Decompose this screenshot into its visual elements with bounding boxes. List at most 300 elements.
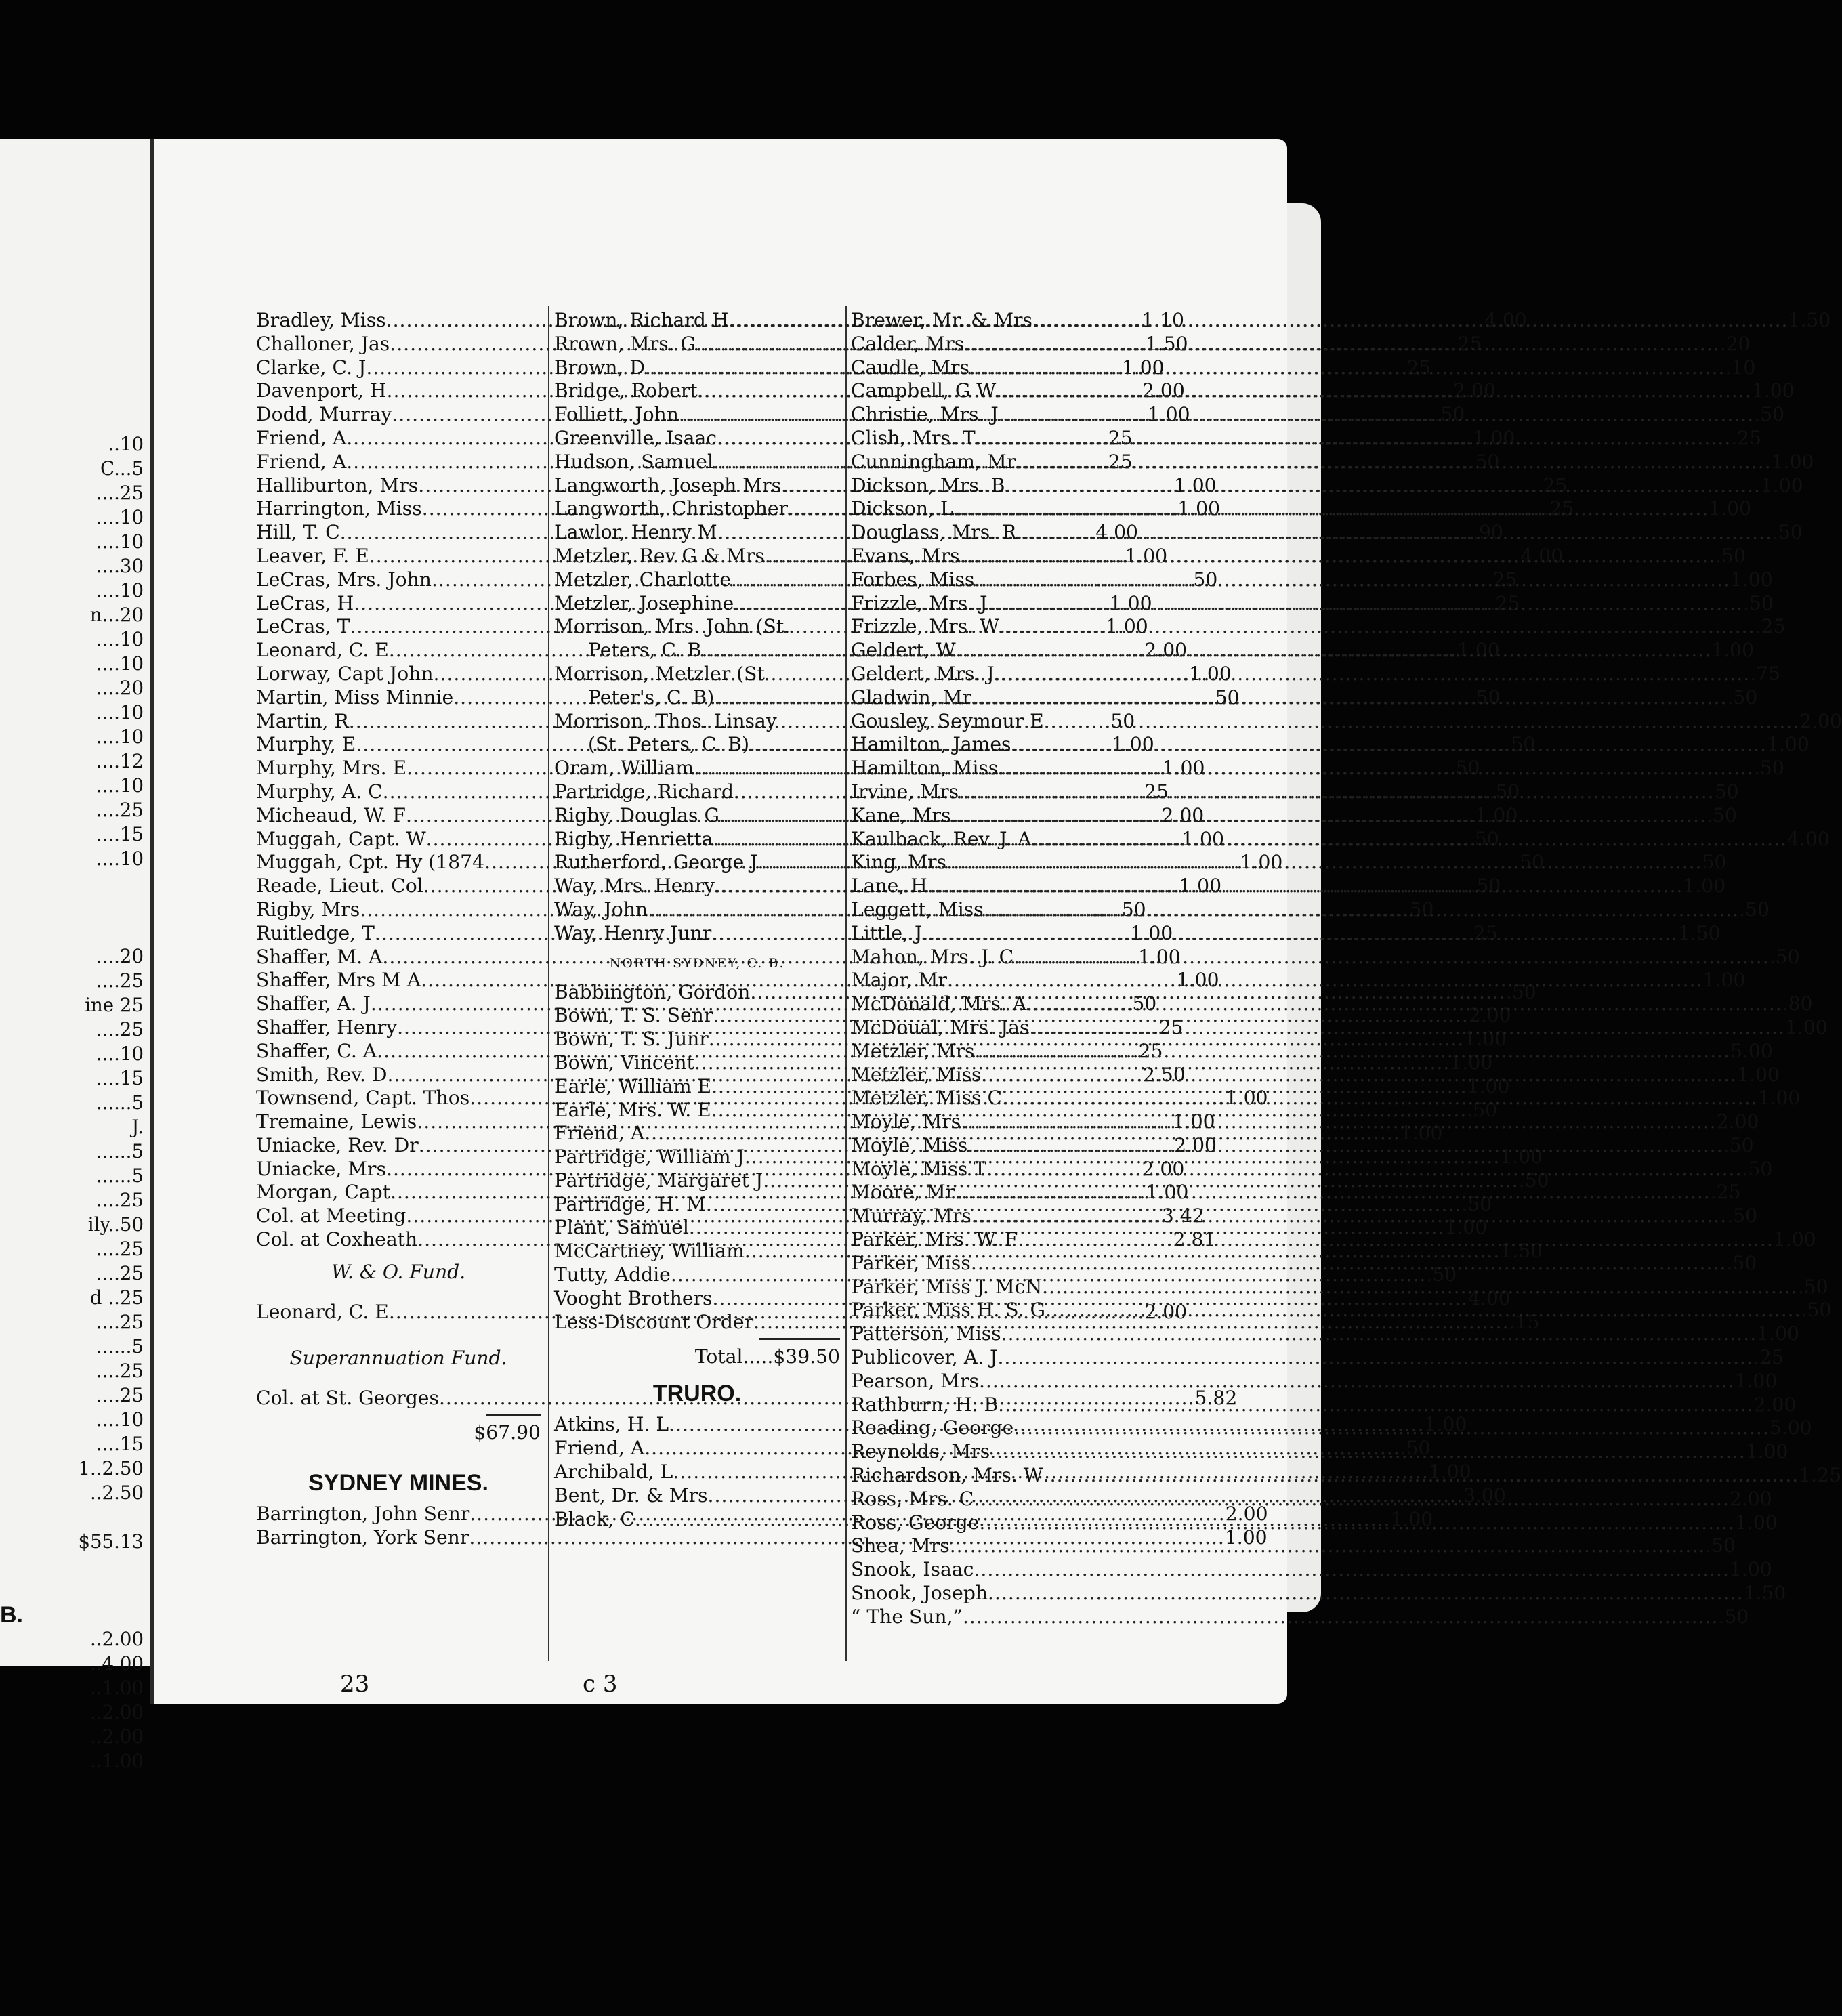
entry-name: Barrington, York Senr [256,1526,469,1549]
leader-dots [995,663,1751,686]
entry-amount: 1.00 [1172,1110,1215,1133]
entry-name: Halliburton, Mrs [256,474,419,497]
entry-name: Rathburn, H. B [851,1393,999,1416]
entry-name: Bent, Dr. & Mrs [554,1484,708,1507]
entry-name: Leonard, C. E [256,1300,389,1323]
entry-amount: .25 [1132,1039,1163,1062]
entry-amount: .50 [1742,591,1774,614]
leader-dots [997,1346,1753,1370]
leader-dots [1005,474,1761,498]
entry-amount: 1.00 [1784,1015,1828,1038]
entry-amount: 2.00 [1225,1503,1268,1526]
left-fragment-line: ..2.00 [90,1725,144,1748]
entry-amount: 1.00 [1125,544,1168,567]
entry-amount: .50 [1209,686,1240,709]
entry-amount: .50 [1739,898,1770,921]
entry-amount: 1.00 [1109,591,1152,614]
leader-dots [1011,733,1767,757]
entry-name: Lane, H [851,875,927,898]
entry-name: Ruitledge, T [256,921,375,944]
entry-amount: .75 [1750,662,1781,685]
entry-amount: 1.00 [1737,1063,1780,1086]
entry-amount: 1.00 [1730,568,1773,591]
entry-amount: 1.00 [1709,497,1752,520]
entry-name: Less-Discount Order [554,1310,754,1333]
entry-amount: 2.50 [1143,1063,1186,1086]
left-fragment-line: ..2.00 [90,1628,144,1650]
left-fragment-line: ily..50 [87,1213,144,1236]
entry-amount: 1.25 [1799,1464,1842,1487]
entry-amount: 1.00 [1773,1228,1816,1251]
spacer [256,1324,541,1338]
entry-amount: 1.00 [1179,875,1222,898]
left-page-fragment [0,139,150,1772]
entry-name: Reading, George [851,1416,1014,1440]
leader-dots [927,875,1683,898]
entry-amount: 1.00 [1771,450,1814,473]
col1-total: $67.90 [474,1421,541,1444]
entry-amount: 3.00 [1463,1484,1506,1507]
entry-name: Shaffer, Mrs M A [256,969,421,992]
entry-amount: 4.00 [1787,827,1830,850]
ledger-row [851,1369,1778,1393]
left-fragment-line: ....10 [96,506,144,528]
entry-amount: 1.00 [1177,497,1221,520]
entry-name: Muggah, Cpt. Hy (1874 [256,851,485,874]
entry-name: Douglass, Mrs. R [851,521,1017,544]
entry-name: Langworth, Christopher [554,497,789,520]
leader-dots [955,1181,1711,1204]
left-fragment-line: $55.13 [78,1530,144,1553]
left-fragment-line: ....10 [96,726,144,748]
entry-amount: .50 [1518,1169,1549,1192]
entry-name: McDonald, Mrs. A [851,992,1027,1015]
entry-name: Metzler, Miss [851,1063,982,1086]
entry-name: Parker, Mrs. W. F [851,1228,1018,1251]
entry-amount: 2.81 [1173,1228,1216,1251]
leader-dots [1018,1228,1774,1252]
entry-name: Murphy, E [256,733,356,756]
leader-dots [1042,1276,1798,1299]
leader-dots [969,356,1725,380]
entry-name: Black, C [554,1507,635,1530]
entry-name: Friend, A [554,1122,645,1145]
entry-name: Patterson, Miss [851,1322,1001,1345]
entry-amount: .50 [1403,898,1434,921]
entry-name: Davenport, H [256,379,387,402]
entry-amount: .25 [1710,1181,1741,1204]
entry-amount: 1.00 [1162,757,1205,780]
entry-name: Hudson, Samuel [554,450,713,473]
leader-dots [979,1511,1735,1535]
entry-name: Clish, Mrs. T [851,426,976,449]
entry-amount: 2.00 [1716,1110,1759,1133]
entry-amount: 1.00 [1424,1413,1467,1436]
entry-amount: .50 [1469,827,1499,850]
entry-amount: .25 [1486,568,1517,591]
entry-amount: 2.00 [1161,803,1205,826]
entry-name: Friend, A [554,1437,645,1460]
leader-dots [1029,1016,1785,1040]
leader-dots [974,1558,1730,1582]
entry-name: Geldert, Mrs. J [851,662,995,685]
entry-amount: 1.00 [1457,639,1500,662]
entry-amount: .50 [1706,803,1737,826]
entry-name: Hamilton, James [851,733,1011,756]
leader-dots [1032,309,1788,333]
entry-amount: 1.00 [1240,851,1283,874]
entry-amount: 2.00 [1729,1487,1772,1510]
left-fragment-line: ....12 [96,750,144,772]
left-fragment-line: ....25 [96,969,144,992]
left-fragment-line: d ..25 [89,1286,144,1309]
north-sydney-heading: NORTH SYDNEY, C. B. [609,955,785,971]
entry-amount: .25 [1451,332,1482,355]
entry-name: Dickson, L [851,497,953,520]
entry-name: Snook, Joseph [851,1582,988,1605]
leader-dots [1043,1464,1799,1488]
left-fragment-line: ....25 [96,482,144,504]
entry-amount: 50 [1714,780,1739,803]
ledger-row [851,898,1770,922]
entry-amount: 1.10 [1142,309,1184,331]
entry-name: Leonard, C. E [256,639,389,662]
left-fragment-line: ....25 [96,799,144,821]
ledger-row [851,1558,1772,1582]
entry-amount: .25 [1152,1015,1184,1038]
leader-dots [971,686,1728,710]
entry-name: Rigby, Mrs [256,898,360,921]
entry-amount: .50 [1461,1192,1492,1215]
entry-amount: 1.00 [1181,827,1224,850]
entry-name: Geldert, W [851,639,956,662]
entry-name: (St. Peters, C. B) [588,733,749,756]
entry-amount: 1.00 [1751,379,1795,402]
entry-name: Richardson, Mrs. W [851,1464,1043,1487]
leader-dots [950,1534,1706,1558]
entry-name: Forbes, Miss [851,568,975,591]
left-fragment-line [0,896,144,920]
entry-amount: .50 [1718,1605,1749,1628]
left-fragment-line: 1..2.50 [78,1457,144,1479]
entry-amount: .50 [1469,450,1500,473]
entry-name: “ The Sun,” [851,1605,963,1628]
entry-name: Pearson, Mrs [851,1369,979,1392]
spacer [256,1450,541,1463]
entry-amount: 1.00 [1189,662,1232,685]
entry-name: Moore, Mr [851,1181,955,1204]
leader-dots [975,1040,1731,1064]
entry-name: LeCras, Mrs. John [256,568,432,591]
entry-name: Gousley, Seymour E [851,709,1044,732]
entry-name: Friend, A [256,426,347,449]
entry-amount: 2.00 [1799,709,1842,732]
entry-name: Bown, T. S. Senr [554,1004,713,1027]
entry-name: Oram, William [554,757,694,780]
left-fragment-line: ....10 [96,847,144,870]
left-fragment-line: ....15 [96,823,144,845]
left-fragment-line: ..4 00 [90,1652,144,1675]
entry-name: Friend, A [256,450,347,473]
entry-amount: .25 [1467,921,1498,944]
entry-name: Shea, Mrs [851,1534,950,1557]
entry-amount: .50 [1726,1251,1757,1274]
left-fragment-line: ....20 [96,677,144,699]
leader-dots [974,568,1730,592]
entry-name: Gladwin, Mr [851,686,971,709]
left-fragment-line: ....15 [96,1433,144,1455]
entry-name: Bown, T. S. Junr [554,1028,709,1051]
left-fragment-line: ..2.50 [90,1482,144,1504]
entry-amount: 1.50 [1500,1240,1543,1263]
entry-name: Earle, William E [554,1074,712,1097]
leader-dots [1016,521,1772,545]
entry-name: Reynolds, Mrs [851,1440,990,1463]
leader-dots [960,545,1716,568]
left-fragment-line: ....15 [96,1067,144,1089]
leader-dots [1031,828,1787,852]
entry-name: Major, Mr [851,969,948,992]
entry-amount: 1.00 [1702,969,1746,992]
left-fragment-line: ....10 [96,1043,144,1065]
entry-name: Moyle, Miss [851,1133,968,1156]
entry-amount: 1.50 [1788,309,1831,331]
leader-dots [947,969,1703,992]
entry-name: Partridge, Richard [554,780,734,803]
entry-amount: .50 [1187,568,1218,591]
entry-name: Ross, George [851,1511,980,1534]
leader-dots [963,1605,1719,1629]
left-fragment-line: ....25 [96,1311,144,1333]
morrison-john-line1: Morrison, Mrs. John (St. [554,615,791,638]
entry-name: Leggett, Miss [851,898,984,921]
entry-amount: 1.00 [1500,1146,1543,1169]
entry-amount: .50 [1505,980,1536,1003]
entry-name: Smith, Rev. D [256,1063,388,1086]
entry-name: Micheaud, W. F [256,803,406,826]
entry-amount: .50 [1801,1299,1832,1322]
entry-name: Earle, Mrs. W. E [554,1098,711,1121]
leader-dots [999,403,1755,427]
entry-amount: .50 [1772,521,1803,544]
left-fragment-line: ..10 [108,433,144,455]
entry-name: Partridge, Margaret J [554,1169,763,1192]
entry-amount: .50 [1513,851,1544,874]
leader-dots [956,639,1712,663]
entry-amount: 1.00 [1225,1087,1268,1110]
entry-amount: .50 [1434,403,1465,426]
entry-amount: .50 [1705,1534,1736,1557]
leader-dots [950,804,1707,828]
entry-amount: 2.00 [1453,379,1496,402]
entry-amount: 1.00 [1137,945,1181,968]
entry-amount: 4.00 [1520,544,1564,567]
entry-amount: 2.00 [1142,379,1185,402]
entry-amount: 4.00 [1095,521,1138,544]
leader-dots [1026,992,1782,1016]
left-fragment-line: ....25 [96,1360,144,1382]
left-fragment-line: ..1.00 [90,1677,144,1699]
entry-amount: .25 [1753,1346,1784,1369]
sydney-mines-heading: SYDNEY MINES. [308,1470,488,1496]
leader-dots [971,1252,1727,1276]
entry-name: Barrington, John Senr [256,1503,470,1526]
entry-amount: 1.00 [1464,1028,1507,1051]
entry-name: Col. at Coxheath [256,1228,418,1251]
entry-name: Vooght Brothers [554,1286,713,1309]
entry-amount: .25 [1400,356,1431,379]
leader-dots [996,379,1752,403]
entry-amount: .50 [1126,992,1157,1015]
ledger-row [851,1346,1784,1370]
entry-amount: .50 [1727,1204,1758,1227]
entry-amount: .20 [1719,332,1751,355]
entry-name: Parker, Miss H. S. G [851,1299,1046,1322]
entry-name: Frizzle, Mrs. J [851,591,988,614]
leader-dots [1013,1416,1770,1440]
entry-name: Partridge, H. M [554,1192,706,1215]
entry-amount: 1.00 [1400,1122,1443,1145]
entry-amount: .50 [1426,1263,1457,1286]
leader-dots [1013,946,1770,969]
entry-name: Brewer, Mr. & Mrs [851,309,1032,331]
entry-amount: 1.00 [1734,1511,1778,1534]
entry-name: Hill, T. C [256,521,340,544]
entry-amount: .50 [1489,780,1520,803]
wo-fund-heading: W. & O. Fund. [331,1260,466,1283]
entry-amount: .10 [1725,356,1756,379]
entry-amount: 1.00 [1760,474,1803,497]
ledger-row [851,1582,1786,1605]
entry-name: Shaffer, A. J [256,992,371,1015]
entry-name: Cunningham, Mr [851,450,1016,473]
entry-amount: 1.00 [1767,733,1809,756]
entry-name: Folliett, John [554,403,679,426]
entry-name: Rigby, Douglas G [554,803,719,826]
entry-amount: 2.00 [1142,1157,1185,1180]
entry-amount: 1.00 [1467,1074,1510,1097]
leader-dots [967,1134,1723,1158]
truro-heading: TRURO. [652,1381,742,1407]
left-fragment-line [0,1554,144,1578]
entry-amount: 2.00 [1468,1004,1511,1027]
entry-name: Langworth, Joseph Mrs [554,474,782,497]
entry-amount: .25 [1543,497,1574,520]
entry-name: Metzler, Josephine [554,591,734,614]
entry-name: Parker, Miss [851,1251,971,1274]
entry-name: Tutty, Addie [554,1263,671,1286]
entry-name: Calder, Mrs [851,332,965,355]
left-fragment-line: ....25 [96,1384,144,1406]
superannuation-heading: Superannuation Fund. [289,1346,507,1369]
entry-amount: 2.00 [1174,1133,1217,1156]
leader-dots [998,1393,1754,1417]
entry-name: LeCras, H [256,591,354,614]
left-fragment-line: ....10 [96,579,144,602]
entry-name: Metzler, Miss C [851,1087,1003,1110]
leader-dots [984,898,1740,922]
entry-name: Leaver, F. E [256,544,369,567]
entry-name: Murphy, A. C [256,780,383,803]
entry-name: LeCras, T [256,615,350,638]
leader-dots: ..... [742,1345,774,1368]
entry-amount: .50 [1467,1098,1498,1121]
entry-amount: .50 [1754,403,1785,426]
entry-name: Hamilton, Miss [851,757,999,780]
entry-amount: 1.00 [1147,403,1190,426]
left-fragment-line: ....25 [96,1262,144,1284]
entry-name: Col. at St. Georges [256,1386,439,1409]
entry-name: McCartney, William [554,1240,745,1263]
leader-dots [971,1204,1728,1228]
entry-amount: 1.00 [1444,1216,1488,1239]
leader-dots [982,1064,1738,1087]
entry-amount: 1.00 [1176,969,1219,992]
entry-name: Shaffer, M. A [256,945,383,968]
entry-amount: 1.50 [1677,921,1721,944]
leader-dots [961,1110,1717,1134]
entry-amount: 1.00 [1146,1181,1189,1204]
leader-dots [976,427,1732,450]
morrison-metzler-line1: Morrison, Metzler (St [554,662,765,685]
entry-name: Way, John [554,898,648,921]
spacer [256,1287,541,1301]
entry-name: Mahon, Mrs. J. C [851,945,1014,968]
entry-name: Way, Henry Junr [554,921,712,944]
entry-name: Brown, D [554,356,645,379]
entry-amount: .50 [1469,686,1501,709]
leader-dots [979,1370,1735,1393]
entry-amount: 1.00 [1734,1369,1778,1392]
left-fragment-line: ......5 [96,1140,144,1162]
entry-amount: 1.00 [1472,426,1515,449]
entry-amount: 1.00 [1130,921,1173,944]
entry-amount: .50 [1449,757,1480,780]
entry-name: Peter's, C. B) [588,686,715,709]
entry-amount: 1.00 [1475,803,1518,826]
entry-amount: 5.00 [1769,1416,1812,1440]
entry-name: Frizzle, Mrs. W [851,615,1000,638]
leader-dots [999,615,1755,639]
left-fragment-line: ....10 [96,530,144,553]
entry-name: Evans, Mrs [851,544,960,567]
entry-amount: 1.00 [1757,1087,1801,1110]
entry-amount: .90 [1473,521,1503,544]
entry-name: Atkins, H. L [554,1413,669,1436]
left-fragment-line: ....30 [96,555,144,577]
entry-amount: 5.82 [1194,1386,1238,1409]
spacer [256,1373,541,1387]
left-fragment-line: ..1.00 [90,1750,144,1772]
entry-name: Dickson, Mrs. B [851,474,1005,497]
ledger-row [851,1605,1749,1629]
leader-dots [1045,1299,1801,1322]
entry-amount: 1.00 [1111,733,1154,756]
leader-dots [987,592,1743,616]
entry-name: Metzler, Rev G & Mrs [554,544,765,567]
leader-dots [988,1582,1744,1605]
entry-amount: 1.00 [1450,1051,1493,1074]
left-page-amounts [0,432,144,1773]
entry-name: Campbell, G W [851,379,997,402]
leader-dots [986,1158,1742,1181]
entry-name: Challoner, Jas [256,332,390,355]
entry-name: Col. at Meeting [256,1204,406,1227]
leader-dots [959,780,1715,804]
entry-name: Lorway, Capt John [256,662,434,685]
entry-amount: 1.00 [1121,356,1165,379]
entry-name: Metzler, Charlotte [554,568,732,591]
